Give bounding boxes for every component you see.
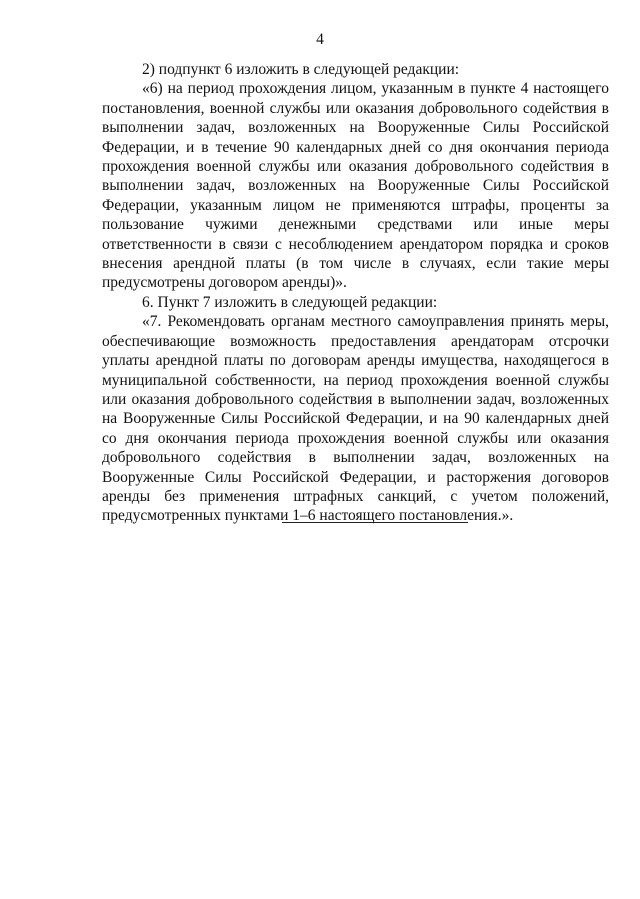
page-number: 4 bbox=[316, 31, 324, 48]
paragraph-subpoint-2: 2) подпункт 6 изложить в следующей редакции: bbox=[142, 61, 460, 78]
paragraph-point-6: 6. Пункт 7 изложить в следующей редакции: bbox=[142, 293, 438, 311]
paragraph-point-7-text: «7. Рекомендовать органам местного самоуправления принять меры, обеспечивающие возможность предоставления арендаторам отсрочки уплаты арендной платы по договорам аренды имущества, находящегося в муниципальной собственности, на период прохождения военной службы или оказания добровольного содействия в выполнении задач, возложенных на Вооруженные Силы Российской Федерации, и на 90 календарных дней со дня окончания периода прохождения военной службы или оказания добровольного содействия в выполнении задач, возложенных на Вооруженные Силы Российской Федерации, и расторжения договоров аренды без применения штрафных санкций, с учетом положений, предусмотренных пунктами 1–6 настоящего постановления.». bbox=[102, 313, 609, 525]
document-body bbox=[102, 60, 609, 526]
end-of-text-rule bbox=[282, 522, 468, 523]
paragraph-subpoint-6-text: «6) на период прохождения лицом, указанным в пункте 4 настоящего постановления, военной службы или оказания добровольного содействия в выполнении задач, возложенных на Вооруженные Силы Российской Федерации, и в течение 90 календарных дней со дня окончания периода прохождения военной службы или оказания добровольного содействия в выполнении задач, возложенных на Вооруженные Силы Российской Федерации, указанным лицом не применяются штрафы, проценты за пользование чужими денежными средствами или иные меры ответственности в связи с несоблюдением арендатором порядка и сроков внесения арендной платы (в том числе в случаях, если такие меры предусмотрены договором аренды)». bbox=[102, 80, 609, 292]
